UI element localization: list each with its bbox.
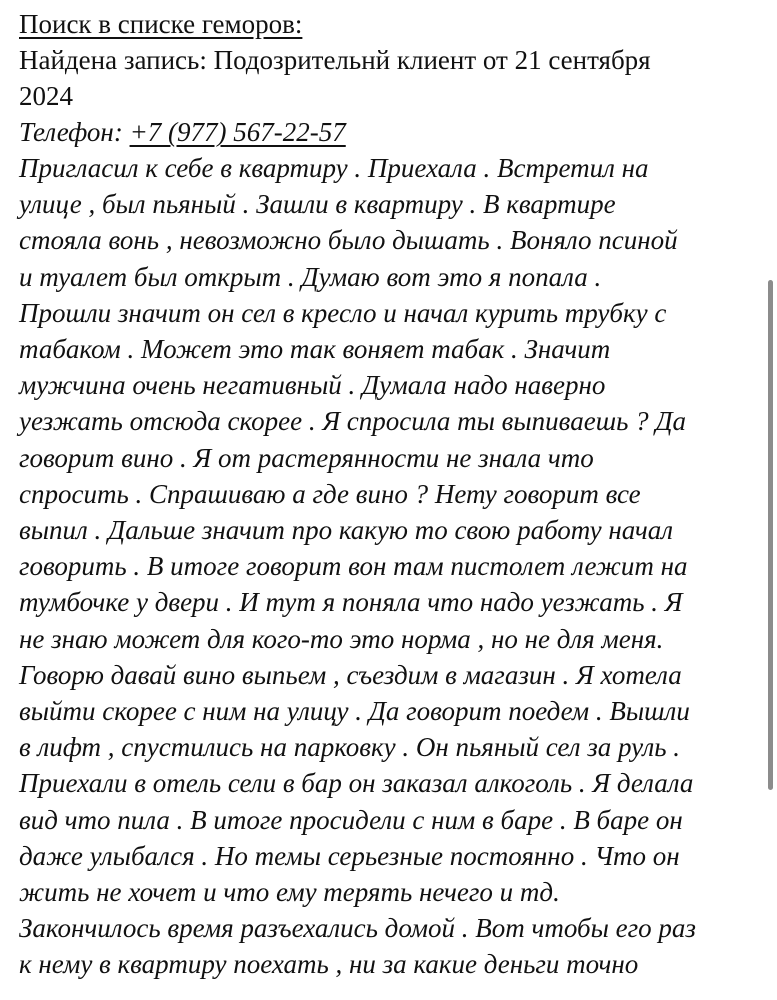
phone-number-link[interactable]: +7 (977) 567-22-57: [129, 117, 346, 147]
document: [19, 6, 759, 983]
description-line: говорит вино . Я от растерянности не знала что: [19, 442, 594, 473]
vertical-scrollbar[interactable]: [768, 280, 773, 790]
description-line: выйти скорее с ним на улицу . Да говорит поедем . Вышли: [19, 696, 690, 727]
description-line: мужчина очень негативный . Думала надо наверно: [19, 370, 606, 401]
description-line: Закончилось время разъехались домой . Вот чтобы его раз: [19, 913, 696, 944]
description-line: в лифт , спустились на парковку . Он пьяный сел за руль .: [19, 732, 680, 763]
description-line: к нему в квартиру поехать , ни за какие деньги точно: [19, 949, 639, 980]
page-title: Поиск в списке геморов:: [19, 9, 303, 39]
description-line: Пригласил к себе в квартиру . Приехала . Встретил на: [19, 153, 649, 183]
description-line: стояла вонь , невозможно было дышать . Воняло псиной: [19, 225, 678, 256]
phone-row: [19, 114, 759, 150]
found-record: [19, 42, 759, 114]
description-line: выпил . Дальше значит про какую то свою работу начал: [19, 515, 674, 546]
description-line: жить не хочет и что ему терять нечего и тд.: [19, 877, 560, 908]
description-line: улице , был пьяный . Зашли в квартиру . В квартире: [19, 189, 616, 220]
found-record-line-1: Найдена запись: Подозрительнй клиент от 21 сентября: [19, 45, 651, 75]
description-line: уезжать отсюда скорее . Я спросила ты выпиваешь ? Да: [19, 406, 687, 437]
found-record-line-2: 2024: [19, 81, 73, 111]
description-line: говорить . В итоге говорит вон там пистолет лежит на: [19, 551, 688, 582]
description-line: тумбочке у двери . И тут я поняла что надо уезжать . Я: [19, 587, 683, 618]
description-line: Прошли значит он сел в кресло и начал курить трубку с: [19, 297, 667, 328]
description-line: спросить . Спрашиваю а где вино ? Нету говорит все: [19, 478, 641, 509]
description-line: Говорю давай вино выпьем , съездим в магазин . Я хотела: [19, 659, 682, 690]
description-line: даже улыбался . Но темы серьезные постоянно . Что он: [19, 840, 680, 871]
description-line: не знаю может для кого-то это норма , но не для меня.: [19, 623, 664, 654]
description-line: вид что пила . В итоге просидели с ним в баре . В баре он: [19, 804, 683, 835]
description-line: и туалет был открыт . Думаю вот это я попала .: [19, 261, 602, 292]
record-description: [19, 150, 759, 983]
description-line: Приехали в отель сели в бар он заказал алкоголь . Я делала: [19, 768, 694, 799]
phone-label: Телефон:: [19, 117, 123, 147]
description-line: табаком . Может это так воняет табак . Значит: [19, 334, 611, 365]
